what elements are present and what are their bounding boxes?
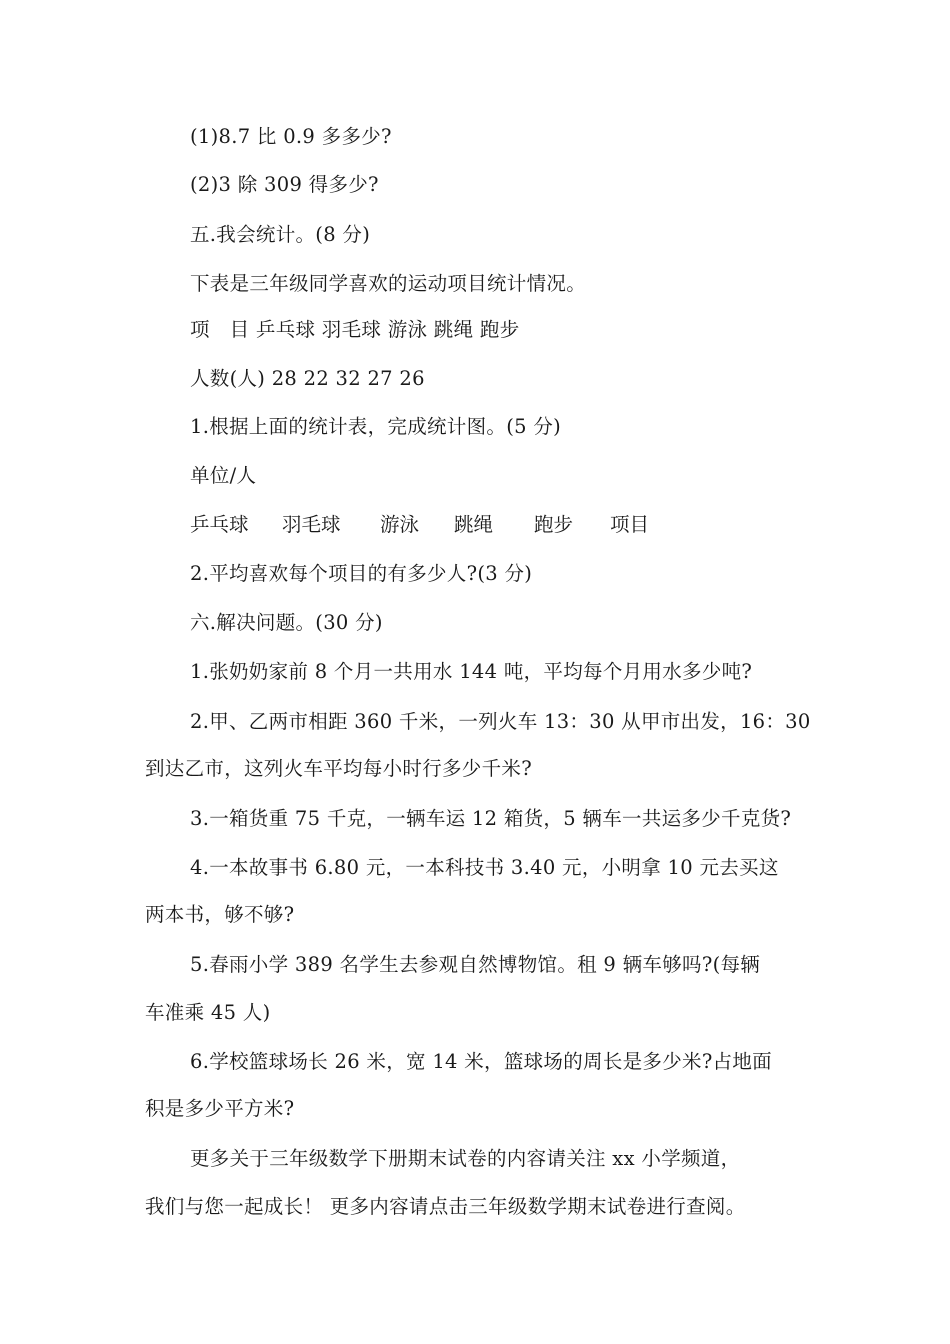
footer-note-continued: 我们与您一起成长！ 更多内容请点击三年级数学期末试卷进行查阅。 <box>145 1195 746 1218</box>
question-text: 1.根据上面的统计表，完成统计图。(5 分) <box>190 415 562 438</box>
footer-note: 更多关于三年级数学下册期末试卷的内容请关注 xx 小学频道， <box>190 1147 741 1170</box>
question-text: (1)8.7 比 0.9 多多少? <box>190 125 392 148</box>
chart-axis-label: 跳绳 <box>454 513 494 536</box>
section-heading: 五.我会统计。(8 分) <box>190 223 371 246</box>
question-text-continued: 车准乘 45 人) <box>145 1001 271 1024</box>
section-heading: 六.解决问题。(30 分) <box>190 611 383 634</box>
question-text: 5.春雨小学 389 名学生去参观自然博物馆。租 9 辆车够吗?(每辆 <box>190 953 761 976</box>
question-text: 4.一本故事书 6.80 元，一本科技书 3.40 元，小明拿 10 元去买这 <box>190 856 779 879</box>
question-text: 6.学校篮球场长 26 米，宽 14 米，篮球场的周长是多少米?占地面 <box>190 1050 772 1073</box>
question-text: 1.张奶奶家前 8 个月一共用水 144 吨，平均每个月用水多少吨? <box>190 660 753 683</box>
table-data-row: 人数(人) 28 22 32 27 26 <box>190 367 425 390</box>
chart-unit-label: 单位/人 <box>190 464 257 487</box>
question-text-continued: 到达乙市，这列火车平均每小时行多少千米? <box>145 757 532 780</box>
question-text: 3.一箱货重 75 千克，一辆车运 12 箱货，5 辆车一共运多少千克货? <box>190 807 792 830</box>
question-text: 2.平均喜欢每个项目的有多少人?(3 分) <box>190 562 533 585</box>
chart-axis-label: 游泳 <box>380 513 420 536</box>
chart-axis-label: 跑步 <box>534 513 574 536</box>
question-text-continued: 两本书，够不够? <box>145 903 295 926</box>
table-header-row: 项 目 乒乓球 羽毛球 游泳 跳绳 跑步 <box>190 318 520 341</box>
chart-axis-label: 乒乓球 <box>190 513 249 536</box>
question-text-continued: 积是多少平方米? <box>145 1097 295 1120</box>
question-text: (2)3 除 309 得多少? <box>190 173 379 196</box>
chart-axis-label: 羽毛球 <box>282 513 341 536</box>
chart-axis-label: 项目 <box>610 513 650 536</box>
paragraph-text: 下表是三年级同学喜欢的运动项目统计情况。 <box>190 272 587 295</box>
chart-axis-labels <box>190 512 690 538</box>
question-text: 2.甲、乙两市相距 360 千米，一列火车 13：30 从甲市出发，16：30 <box>190 710 811 733</box>
